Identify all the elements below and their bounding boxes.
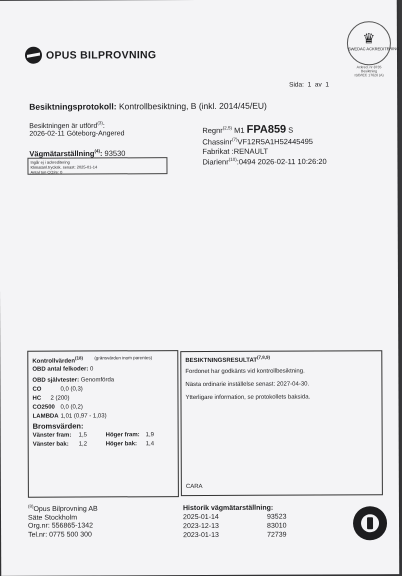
result-approved: Fordonet har godkänts vid kontrollbesiktning. xyxy=(185,368,305,376)
protocol-title: Besiktningsprotokoll: Kontrollbesiktning, B (inkl. 2014/45/EU) xyxy=(29,100,267,112)
chassis-number: Chassinr$^{(7)}$VF12R5A1H52445495 xyxy=(202,136,313,147)
lambda-value: LAMBDA 1,01 (0,97 - 1,03) xyxy=(32,413,107,420)
obd-self-tests: OBD självtester: Genomförda xyxy=(32,377,115,384)
history-row: 2023-01-13 72739 xyxy=(183,531,287,540)
climate-info-box: Ingår ej i ackreditering Klimatanl.trycksk. senast: 2025-01-14 Antal ton CO2e: 0 xyxy=(27,157,167,175)
page-number: Sida: 1 av 1 xyxy=(289,81,329,89)
brake-title: Bromsvärden: xyxy=(32,421,84,431)
hc-value: HC 2 (200) xyxy=(32,395,70,402)
inspection-value: 2026-02-11 Göteborg-Angered xyxy=(29,130,125,138)
brand-logo xyxy=(25,46,156,64)
swedac-seal-icon: ♛ SWEDAC ACKREDITERING xyxy=(347,21,391,65)
obd-faults: OBD antal felkoder: 0 xyxy=(32,366,94,373)
diary-number: Diarienr$^{(10)}$:0494 2026-02-11 10:26:20 xyxy=(202,156,327,167)
inspection-label: Besiktningen är utförd$^{(3)}$: xyxy=(29,120,105,131)
brand-name: OPUS BILPROVNING xyxy=(45,48,157,62)
brake-left-front: Vänster fram: 1,5 xyxy=(32,432,88,439)
co2500-value: CO2500 0,0 (0,2) xyxy=(32,404,83,411)
result-title: BESIKTNINGSRESULTAT$^{(7,8,9)}$ xyxy=(185,354,271,365)
result-next-inspection: Nästa ordinarie inställelse senast: 2027-04-30. xyxy=(185,381,310,389)
company-info: $^{(8)}$Opus Bilprovning AB Säte Stockholm Org.nr: 556865-1342 Tel.nr: 0775 500 300 xyxy=(27,503,98,539)
registration-number: Regnr$^{(2,5)}$ M1 FPA859 S xyxy=(202,123,294,136)
co-value: CO 0,0 (0,3) xyxy=(32,386,83,393)
brake-left-rear: Vänster bak: 1,2 xyxy=(32,441,88,448)
brake-right-rear: Höger bak: 1,4 xyxy=(105,441,155,448)
control-values-box xyxy=(27,350,179,498)
control-note: (gränsvärden inom parentes) xyxy=(94,355,153,361)
history-row: 2025-01-14 93523 xyxy=(182,513,287,522)
control-title: Kontrollvärden$^{(18)}$ xyxy=(32,355,84,365)
inspector-signature: CARA xyxy=(185,483,203,491)
odometer-history: Historik vägmätarställning: 2025-01-14 93523 2023-12-13 83010 2023-01-13 72739 xyxy=(182,504,287,540)
odometer: Vägmätarställning$^{(4)}$: 93530 xyxy=(29,148,126,159)
manufacturer: Fabrikat :RENAULT xyxy=(202,146,269,156)
seal-caption: Ackred. nr 8735 Besiktning ISO/IEC 17020 (A) xyxy=(354,65,384,78)
history-row: 2023-12-13 83010 xyxy=(183,522,287,531)
brake-right-front: Höger fram: 1,9 xyxy=(105,432,155,439)
result-box xyxy=(180,350,383,496)
result-more-info: Ytterligare information, se protokollets baksida. xyxy=(185,394,311,402)
certification-badge-icon xyxy=(353,506,387,540)
opus-logo-icon xyxy=(25,47,42,64)
